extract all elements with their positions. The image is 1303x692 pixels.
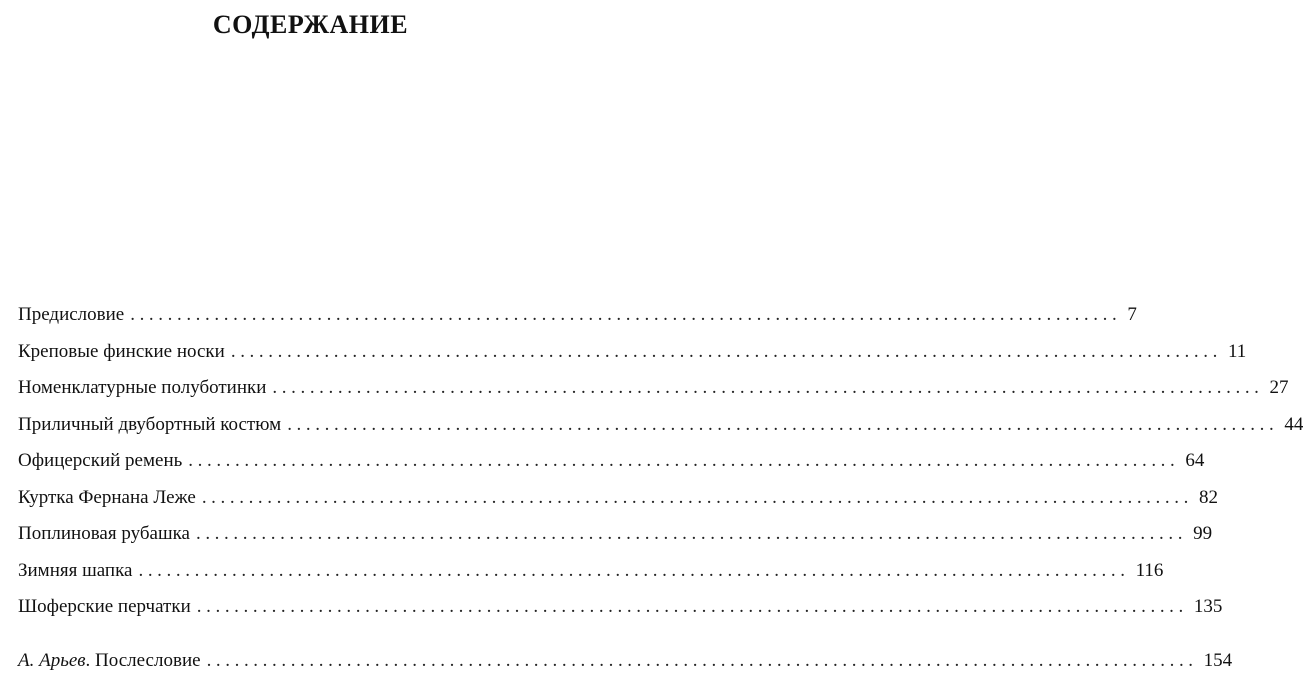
toc-entry-page: 11 — [1227, 340, 1247, 362]
page-title: СОДЕРЖАНИЕ — [212, 10, 409, 39]
toc-entry-shirt[interactable] — [18, 516, 1213, 553]
toc-entry-label: Предисловие — [18, 304, 125, 325]
table-of-contents — [18, 297, 1303, 626]
dot-leader: .......................................................................................................... — [188, 450, 1180, 471]
toc-entry-gloves[interactable] — [18, 589, 1223, 626]
dot-leader: .......................................................................................................... — [206, 650, 1198, 671]
toc-entry-suit[interactable] — [18, 407, 1303, 444]
toc-entry-label: Номенклатурные полуботинки — [18, 377, 267, 398]
toc-entry-page: 135 — [1193, 596, 1223, 617]
dot-leader: .......................................................................................................... — [130, 304, 1122, 325]
dot-leader: .......................................................................................................... — [201, 486, 1193, 508]
toc-entry-page: 64 — [1185, 450, 1205, 471]
toc-entry-page: 99 — [1193, 523, 1213, 544]
toc-entry-preface[interactable] — [18, 297, 1137, 334]
toc-entry-label: Шоферские перчатки — [18, 596, 191, 617]
toc-entry-belt[interactable] — [18, 443, 1205, 480]
toc-entry-label: Офицерский ремень — [18, 450, 183, 471]
toc-entry-label: Зимняя шапка — [18, 559, 133, 581]
toc-entry-page: 44 — [1284, 413, 1303, 435]
toc-entry-page: 82 — [1198, 486, 1218, 508]
toc-entry-label: Куртка Фернана Леже — [18, 486, 196, 508]
toc-entry-afterword[interactable] — [18, 643, 1233, 680]
toc-entry-label: Поплиновая рубашка — [18, 523, 190, 544]
dot-leader: .......................................................................................................... — [272, 377, 1264, 398]
toc-entry-label — [18, 643, 201, 680]
toc-entry-label: Креповые финские носки — [18, 340, 225, 362]
toc-entry-page: 27 — [1269, 377, 1289, 398]
toc-entry-label: Приличный двубортный костюм — [18, 413, 282, 435]
toc-entry-page: 154 — [1203, 650, 1233, 671]
afterword-author: А. Арьев — [18, 650, 86, 671]
toc-entry-page: 116 — [1135, 559, 1164, 581]
dot-leader: .......................................................................................................... — [230, 340, 1222, 362]
toc-entry-socks[interactable] — [18, 334, 1247, 371]
toc-afterword — [18, 643, 1233, 680]
toc-entry-jacket[interactable] — [18, 480, 1218, 517]
toc-entry-shoes[interactable] — [18, 370, 1289, 407]
dot-leader: .......................................................................................................... — [287, 413, 1279, 435]
dot-leader: .......................................................................................................... — [196, 596, 1188, 617]
toc-entry-hat[interactable] — [18, 553, 1164, 590]
afterword-title: . Послесловие — [85, 650, 201, 671]
dot-leader: .......................................................................................................... — [195, 523, 1188, 544]
dot-leader: .......................................................................................................... — [138, 559, 1130, 581]
toc-entry-page: 7 — [1127, 304, 1137, 325]
